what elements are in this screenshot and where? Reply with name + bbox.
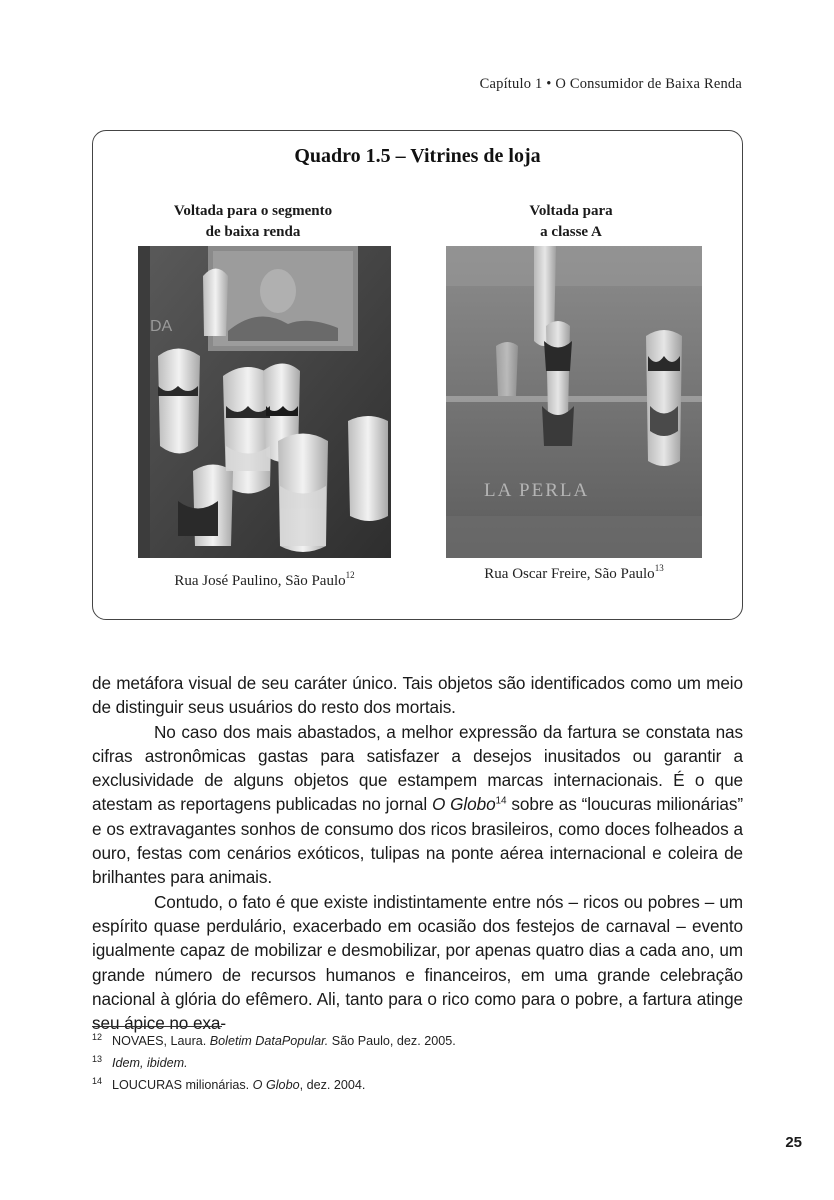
la-perla-sign: LA PERLA bbox=[484, 480, 590, 501]
page-number: 25 bbox=[785, 1134, 802, 1151]
running-head: Capítulo 1 • O Consumidor de Baixa Renda bbox=[479, 76, 742, 92]
right-photo-caption: Rua Oscar Freire, São Paulo$^{13}$ bbox=[484, 563, 664, 582]
paragraph: Contudo, o fato é que existe indistintamente entre nós – ricos ou pobres – um espírito quase perdulário, exacerbado em ocasião dos festejos de carnaval – evento igualmente capaz de mobilizar e desmobilizar, por apenas quatro dias a cada ano, um grande número de recursos humanos e financeiros, em uma grande celebração nacional à glória do efêmero. Ali, tanto para o rico como para o pobre, a fartura atinge seu ápice no exa- bbox=[92, 891, 743, 1034]
left-column-heading: Voltada para o segmento de baixa renda bbox=[173, 203, 333, 240]
footnote-divider bbox=[92, 1026, 222, 1027]
footnote-14: 14 LOUCURAS milionárias. O Globo, dez. 2004. bbox=[92, 1076, 366, 1092]
body-text bbox=[92, 671, 743, 1035]
footnote-ref-13[interactable]: 13 bbox=[654, 563, 664, 573]
figure-box bbox=[92, 130, 743, 620]
right-column-heading: Voltada para a classe A bbox=[529, 203, 613, 240]
paragraph: de metáfora visual de seu caráter único. Tais objetos são identificados como um meio de distinguir seus usuários do resto dos mortais. bbox=[92, 673, 743, 718]
svg-text:DA: DA bbox=[150, 318, 173, 335]
photo-low-income-window bbox=[138, 246, 391, 558]
photo-class-a-window bbox=[446, 246, 702, 558]
footnote-ref-12[interactable]: 12 bbox=[345, 570, 355, 580]
footnote-13: 13 Idem, ibidem. bbox=[92, 1054, 188, 1070]
left-photo-caption: Rua José Paulino, São Paulo$^{12}$ bbox=[174, 570, 355, 589]
footnote-12: 12 NOVAES, Laura. Boletim DataPopular. São Paulo, dez. 2005. bbox=[92, 1032, 456, 1048]
box-title: Quadro 1.5 – Vitrines de loja bbox=[294, 145, 541, 167]
footnotes bbox=[92, 1030, 743, 1096]
footnote-ref-14[interactable]: 14 bbox=[495, 795, 507, 807]
paragraph: No caso dos mais abastados, a melhor expressão da fartura se constata nas cifras astronômicas gastas para satisfazer a desejos inusitados ou garantir a exclusividade de alguns objetos que estampem marcas internacionais. É o que atestam as reportagens publicadas no jornal O Globo$^{14}$ sobre as “loucuras milionárias” e os extravagantes sonhos de consumo dos ricos brasileiros, como doces folheados a ouro, festas com cenários exóticos, tulipas na ponte aérea internacional e coleira de brilhantes para animais. bbox=[92, 721, 743, 888]
